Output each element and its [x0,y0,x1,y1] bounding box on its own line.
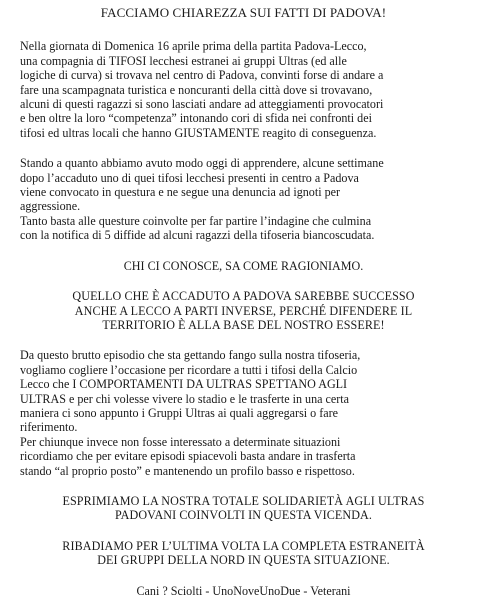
paragraph-line: tifosi ed ultras locali che hanno GIUSTAMENTE reagito di conseguenza. [20,125,377,140]
paragraph-line: vogliamo cogliere l’occasione per ricordare a tutti i tifosi della Calcio [20,362,358,377]
paragraph-line: stando “al proprio posto” e mantenendo un profilo basso e rispettoso. [20,463,355,478]
signature: Cani ? Sciolti - UnoNoveUnoDue - Veterani [136,583,351,598]
paragraph-line: con la notifica di 5 diffide ad alcuni ragazzi della tifoseria biancoscudata. [20,228,375,243]
paragraph-line: viene convocato in questura e ne segue una denuncia ad ignoti per [20,185,341,200]
paragraph-line: Per chiunque invece non fosse interessato a determinate situazioni [20,434,341,449]
paragraph-line: una compagnia di TIFOSI lecchesi estranei ai gruppi Ultras (ed alle [20,53,347,68]
paragraph-line: Stando a quanto abbiamo avuto modo oggi di apprendere, alcune settimane [20,156,384,171]
paragraph-line: maniera ci sono appunto i Gruppi Ultras ai quali aggregarsi o fare [20,405,339,420]
statement-line: ANCHE A LECCO A PARTI INVERSE, PERCHÉ DIFENDERE IL [74,303,413,318]
paragraph-line: ULTRAS e per chi volesse vivere lo stadio e le trasferte in una certa [20,391,349,406]
statement-territory [20,289,467,332]
reaffirm-line: RIBADIAMO PER L’ULTIMA VOLTA LA COMPLETA ESTRANEITÀ [62,538,425,553]
paragraph-line: ricordiamo che per evitare episodi spiacevoli basta andare in trasferta [20,449,356,464]
slogan: CHI CI CONOSCE, SA COME RAGIONIAMO. [123,258,364,273]
paragraph-line: logiche di curva) si trovava nel centro di Padova, convinti forse di andare a [20,68,384,83]
paragraph-line: Lecco che I COMPORTAMENTI DA ULTRAS SPETTANO AGLI [20,377,348,392]
paragraph-line: Da questo brutto episodio che sta gettando fango sulla nostra tifoseria, [20,348,361,363]
paragraph-line: alcuni di questi ragazzi si sono lasciati andare ad atteggiamenti provocatori [20,97,384,112]
document-title: FACCIAMO CHIAREZZA SUI FATTI DI PADOVA! [100,5,387,20]
paragraph-line: aggressione. [20,199,81,214]
statement-line: TERRITORIO È ALLA BASE DEL NOSTRO ESSERE! [102,317,385,332]
paragraph-line: Tanto basta alle questure coinvolte per far partire l’indagine che culmina [20,213,372,228]
paragraph-line: riferimento. [20,420,78,435]
reaffirm-statement [20,539,467,568]
paragraph-investigation [20,156,467,242]
statement-line: QUELLO CHE È ACCADUTO A PADOVA SAREBBE SUCCESSO [72,289,415,304]
paragraph-ultras-behavior [20,348,467,478]
paragraph-line: Nella giornata di Domenica 16 aprile prima della partita Padova-Lecco, [20,39,367,54]
solidarity-line: ESPRIMIAMO LA NOSTRA TOTALE SOLIDARIETÀ AGLI ULTRAS [62,493,425,508]
paragraph-padova-facts [20,39,467,140]
paragraph-line: e ben oltre la loro “competenza” intonando cori di sfida nei confronti dei [20,111,372,126]
solidarity-line: PADOVANI COINVOLTI IN QUESTA VICENDA. [114,508,373,523]
paragraph-line: fare una scampagnata turistica e noncuranti della città dove si trovavano, [20,82,373,97]
reaffirm-line: DEI GRUPPI DELLA NORD IN QUESTA SITUAZIONE. [97,553,390,568]
solidarity-statement [20,494,467,523]
paragraph-line: dopo l’accaduto uno di quei tifosi lecchesi presenti in centro a Padova [20,170,359,185]
